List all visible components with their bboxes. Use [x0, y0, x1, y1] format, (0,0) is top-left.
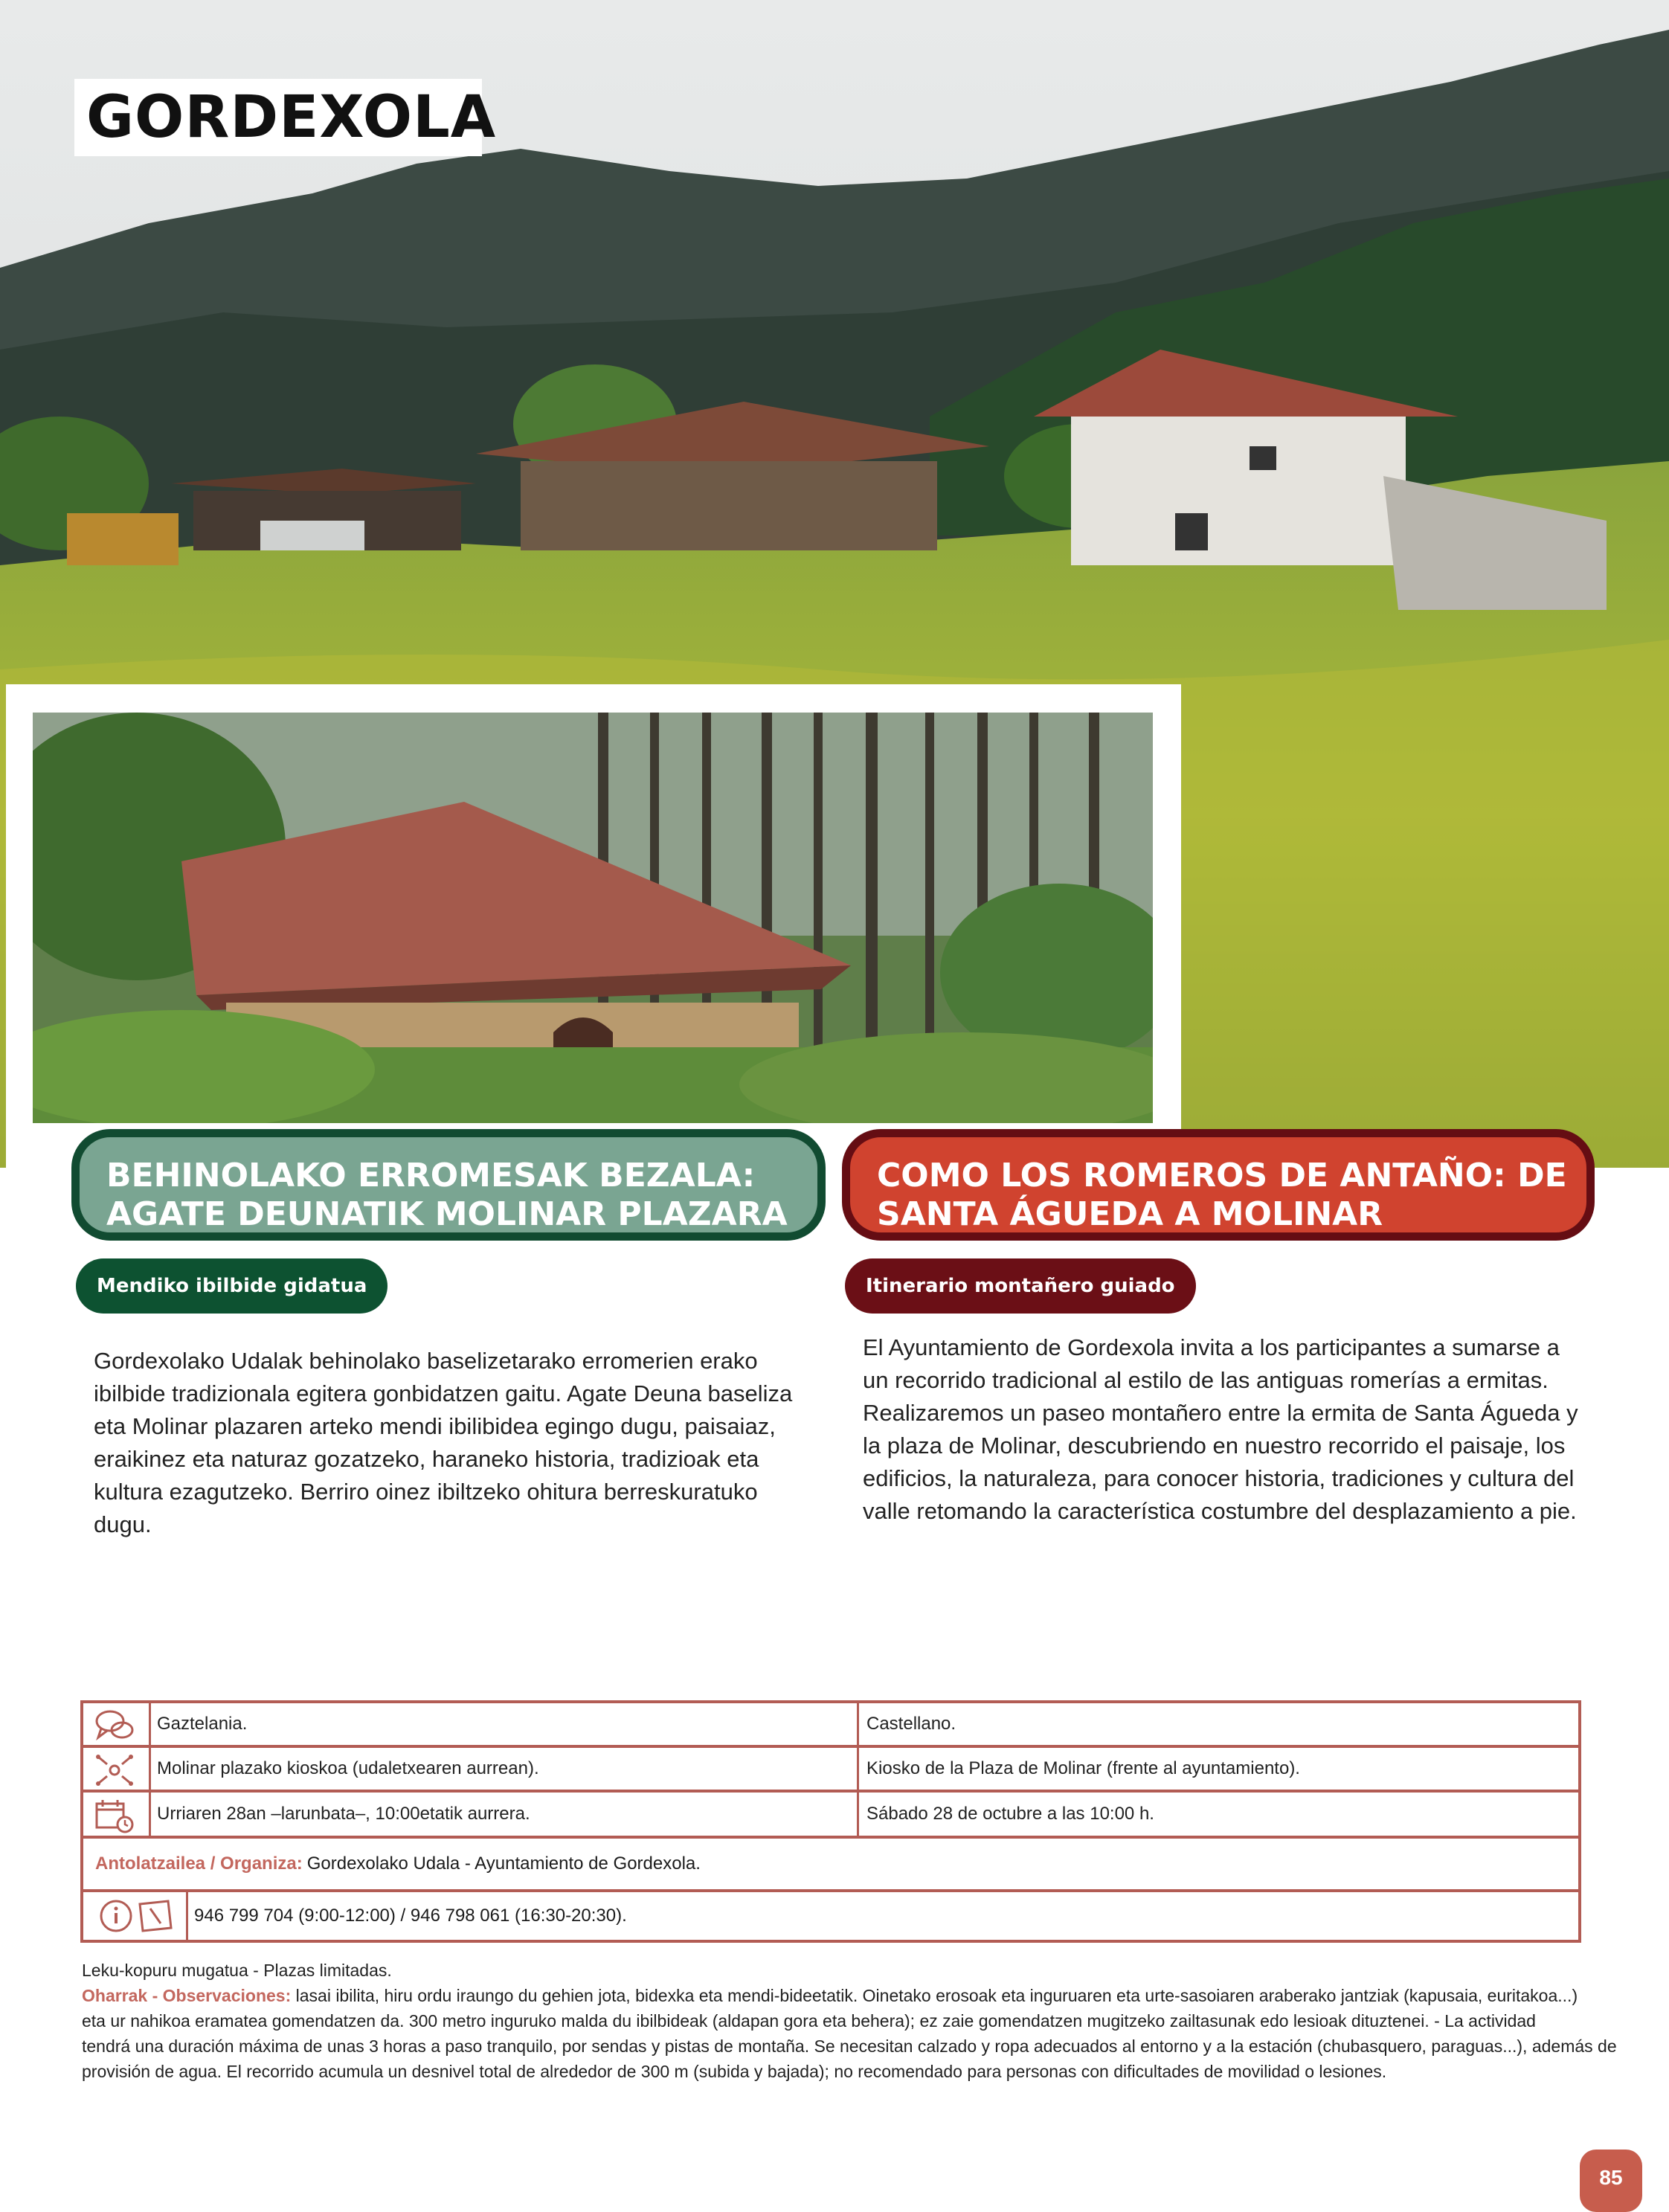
heading-basque-line-1: BEHINOLAKO ERROMESAK BEZALA: — [106, 1157, 756, 1195]
organizer-label: Antolatzailea / Organiza: — [95, 1853, 303, 1874]
meeting-point-icon — [89, 1751, 140, 1790]
notes-line: provisión de agua. El recorrido acumula un desnivel total de alrededor de 300 m (subida y bajada); no recomendado para personas con dificultades de movilidad o lesiones. — [82, 2062, 1387, 2081]
body-spanish-line: un recorrido tradicional al estilo de las antiguas romerías a ermitas. — [863, 1367, 1549, 1393]
page-title-box — [74, 79, 497, 156]
body-basque-line: kultura ezagutzeko. Berriro oinez ibiltzeko ohitura berreskuratuko — [94, 1479, 758, 1505]
location-basque: Molinar plazako kioskoa (udaletxearen aurrean). — [149, 1748, 863, 1790]
info-table — [80, 1700, 1581, 1943]
body-spanish-line: la plaza de Molinar, descubriendo en nuestro recorrido el paisaje, los — [863, 1433, 1566, 1459]
notes-label: Oharrak - Observaciones: — [82, 1986, 292, 2005]
page-title: GORDEXOLA — [86, 84, 497, 151]
date-basque: Urriaren 28an –larunbata–, 10:00etatik aurrera. — [149, 1793, 863, 1836]
notes-line: tendrá una duración máxima de unas 3 horas a paso tranquilo, por sendas y pistas de montaña. Se necesitan calzado y ropa adecuados al entorno y a la estación (chubasquero, paraguas...), además de — [82, 2036, 1617, 2056]
notes — [82, 1958, 1617, 2084]
body-basque-line: eraikinez eta naturaz gozatzeko, haraneko historia, tradizioak eta — [94, 1446, 759, 1472]
body-basque-line: Gordexolako Udalak behinolako baselizetarako erromerien erako — [94, 1348, 758, 1374]
body-basque — [94, 1345, 793, 1541]
inset-photo-hermitage — [33, 713, 1153, 1123]
date-spanish: Sábado 28 de octubre a las 10:00 h. — [857, 1793, 1578, 1836]
organizer-row — [83, 1839, 1578, 1892]
calendar-clock-icon — [89, 1796, 140, 1835]
notes-first-text: lasai ibilita, hiru ordu iraungo du gehien jota, bidexka eta mendi-bideetatik. Oinetako erosoak eta inguruaren eta urte-sasoiaren araberako jantziak (kapusaia, euritakoa...) — [291, 1986, 1578, 2005]
heading-basque — [71, 1129, 826, 1241]
heading-spanish-line-2: SANTA ÁGUEDA A MOLINAR — [877, 1195, 1383, 1233]
organizer-value: Gordexolako Udala - Ayuntamiento de Gordexola. — [306, 1853, 701, 1874]
location-spanish: Kiosko de la Plaza de Molinar (frente al ayuntamiento). — [857, 1748, 1578, 1790]
body-basque-line: eta Molinar plazaren arteko mendi ibilibidea egingo dugu, paisaiaz, — [94, 1413, 776, 1439]
phone-numbers: 946 799 704 (9:00-12:00) / 946 798 061 (16:30-20:30). — [186, 1892, 627, 1940]
page-number: 85 — [1580, 2150, 1642, 2212]
info-row-language — [83, 1703, 1578, 1748]
body-spanish — [863, 1331, 1577, 1528]
language-basque: Gaztelania. — [149, 1703, 863, 1745]
body-spanish-line: valle retomando la característica costumbre del desplazamiento a pie. — [863, 1498, 1577, 1524]
body-basque-line: ibilbide tradizionala egitera gonbidatzen gaitu. Agate Deuna baseliza — [94, 1380, 793, 1406]
notes-line: eta ur nahikoa eramatea gomendatzen da. 300 metro inguruko malda du ibilbideak (aldapan gora eta behera); ez zaie gomendatzen mugitzeko zailtasunak edo lesioak dituztenei. - La actividad — [82, 2011, 1536, 2031]
notes-line-first — [82, 1983, 1584, 2008]
phone-row — [83, 1892, 1578, 1940]
language-spanish: Castellano. — [857, 1703, 1578, 1745]
notes-places: Leku-kopuru mugatua - Plazas limitadas. — [82, 1961, 392, 1980]
body-spanish-line: El Ayuntamiento de Gordexola invita a los participantes a sumarse a — [863, 1334, 1560, 1360]
body-basque-line: dugu. — [94, 1511, 152, 1537]
heading-spanish — [842, 1129, 1595, 1241]
body-spanish-line: edificios, la naturaleza, para conocer historia, tradiciones y cultura del — [863, 1465, 1575, 1491]
info-row-date — [83, 1793, 1578, 1839]
tag-spanish: Itinerario montañero guiado — [845, 1258, 1196, 1314]
body-spanish-line: Realizaremos un paseo montañero entre la ermita de Santa Águeda y — [863, 1400, 1578, 1426]
info-ticket-icon — [91, 1897, 180, 1935]
info-row-location — [83, 1748, 1578, 1793]
heading-spanish-line-1: COMO LOS ROMEROS DE ANTAÑO: DE — [877, 1157, 1567, 1195]
tag-basque: Mendiko ibilbide gidatua — [76, 1258, 387, 1314]
speech-bubbles-icon — [89, 1706, 140, 1745]
heading-basque-line-2: AGATE DEUNATIK MOLINAR PLAZARA — [106, 1195, 788, 1233]
